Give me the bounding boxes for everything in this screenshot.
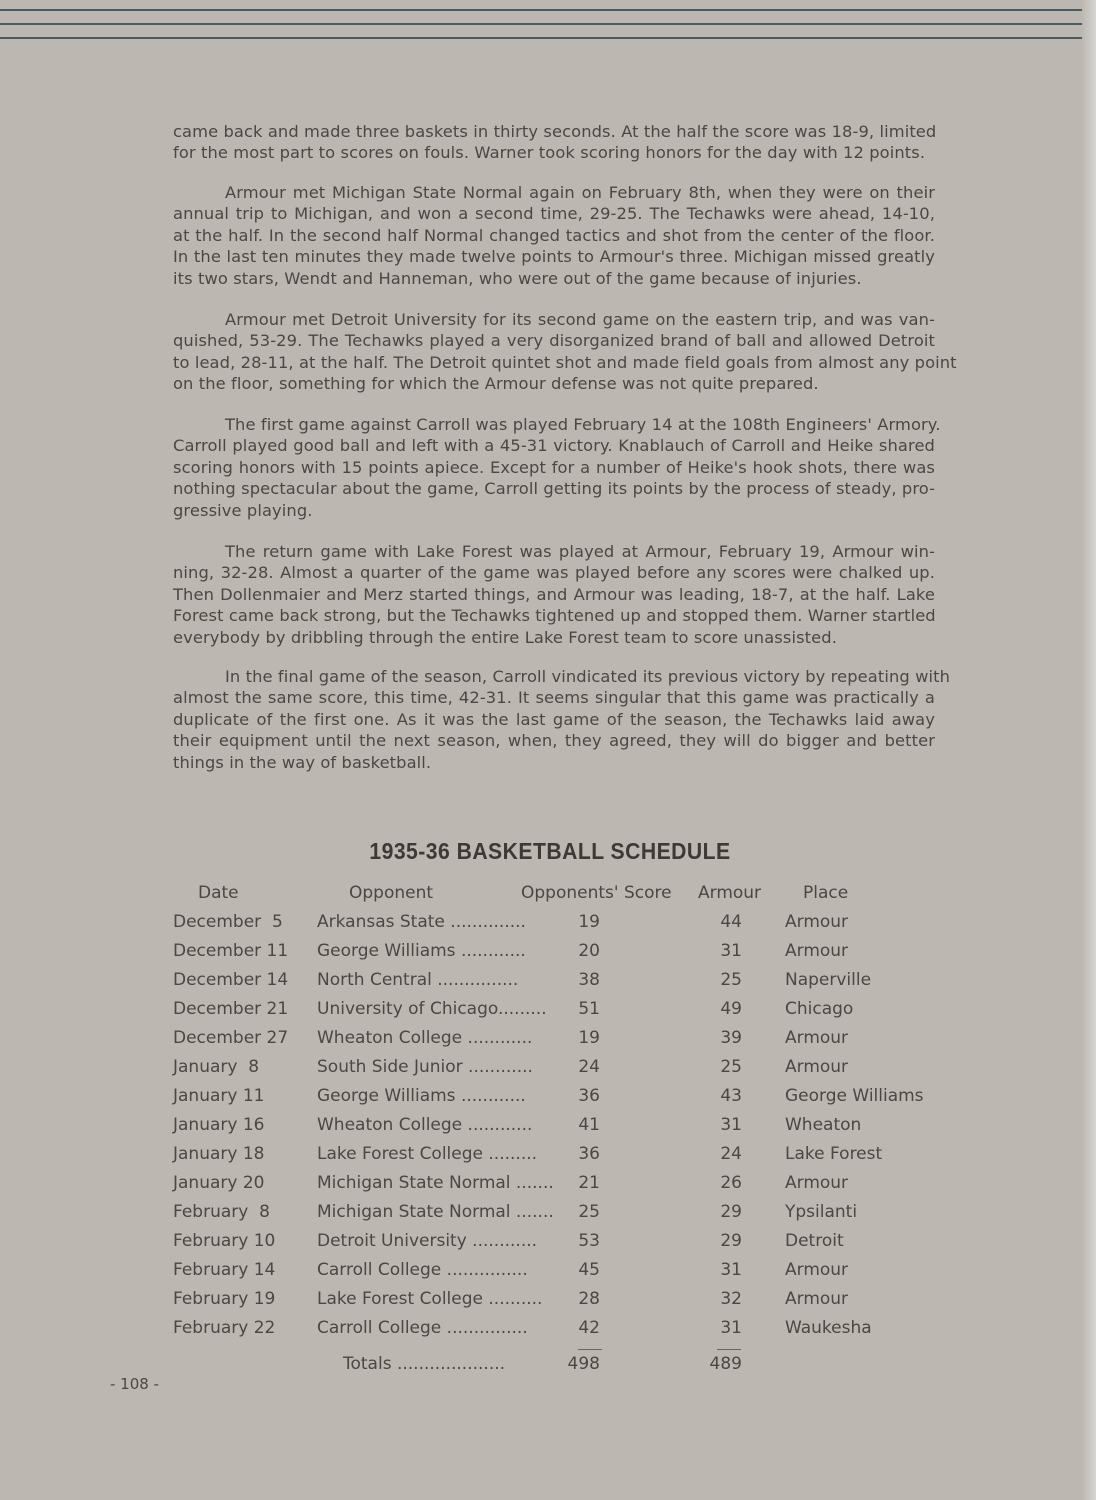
- cell-place: Armour: [785, 1028, 849, 1048]
- table-row: [0, 1202, 1096, 1231]
- paragraph-line: on the floor, something for which the Armour defense was not quite prepared.: [173, 374, 819, 394]
- cell-score: 20: [578, 941, 600, 961]
- totals-score: 498: [567, 1354, 600, 1374]
- table-row: [0, 1057, 1096, 1086]
- paragraph-line: almost the same score, this time, 42-31. It seems singular that this game was practically a: [173, 688, 935, 708]
- cell-date: February 19: [173, 1289, 276, 1309]
- page-number: - 108 -: [110, 1375, 159, 1393]
- cell-place: Naperville: [785, 970, 872, 990]
- cell-place: Detroit: [785, 1231, 844, 1251]
- cell-place: George Williams: [785, 1086, 924, 1106]
- totals-label: Totals ....................: [343, 1354, 506, 1374]
- cell-armour: 25: [720, 1057, 742, 1077]
- paragraph-line: at the half. In the second half Normal changed tactics and shot from the center of the floor.: [173, 225, 935, 245]
- paragraph-line: duplicate of the first one. As it was the last game of the season, the Techawks laid away: [173, 709, 935, 729]
- cell-place: Armour: [785, 1260, 849, 1280]
- table-row: [0, 1231, 1096, 1260]
- cell-score: 41: [578, 1115, 600, 1135]
- cell-date: February 8: [173, 1202, 270, 1222]
- cell-armour: 43: [720, 1086, 742, 1106]
- table-row: [0, 1144, 1096, 1173]
- paragraph-line: scoring honors with 15 points apiece. Except for a number of Heike's hook shots, there was: [173, 457, 935, 477]
- totals-row: [0, 1354, 1096, 1383]
- paragraph-line: annual trip to Michigan, and won a second time, 29-25. The Techawks were ahead, 14-10,: [173, 204, 935, 224]
- cell-date: February 22: [173, 1318, 276, 1338]
- cell-opponent: Carroll College ...............: [317, 1260, 528, 1280]
- paragraph-line: came back and made three baskets in thirty seconds. At the half the score was 18-9, limited: [173, 122, 937, 141]
- cell-opponent: George Williams ............: [317, 1086, 526, 1106]
- table-row: [0, 1289, 1096, 1318]
- cell-armour: 39: [720, 1028, 742, 1048]
- schedule-title: 1935-36 BASKETBALL SCHEDULE: [369, 838, 731, 864]
- cell-score: 45: [578, 1260, 600, 1280]
- cell-date: January 18: [173, 1144, 265, 1164]
- cell-score: 25: [578, 1202, 600, 1222]
- cell-opponent: Michigan State Normal .......: [317, 1173, 554, 1193]
- cell-opponent: Lake Forest College ..........: [317, 1289, 543, 1309]
- cell-score: 19: [578, 912, 600, 932]
- cell-armour: 31: [720, 941, 742, 961]
- cell-score: 38: [578, 970, 600, 990]
- cell-score: 36: [578, 1086, 600, 1106]
- cell-date: January 16: [173, 1115, 265, 1135]
- header-armour: Armour: [698, 883, 762, 903]
- paragraph-line: quished, 53-29. The Techawks played a very disorganized brand of ball and allowed Detroit: [173, 331, 935, 351]
- cell-armour: 29: [720, 1202, 742, 1222]
- cell-score: 19: [578, 1028, 600, 1048]
- cell-score: 51: [578, 999, 600, 1019]
- cell-armour: 32: [720, 1289, 742, 1309]
- cell-opponent: North Central ...............: [317, 970, 519, 990]
- cell-date: February 10: [173, 1231, 276, 1251]
- paragraph: [173, 666, 951, 773]
- cell-armour: 26: [720, 1173, 742, 1193]
- table-row: [0, 1028, 1096, 1057]
- cell-opponent: Lake Forest College .........: [317, 1144, 538, 1164]
- paragraph-line: everybody by dribbling through the entire Lake Forest team to score unassisted.: [173, 627, 837, 647]
- cell-score: 24: [578, 1057, 600, 1077]
- table-row: [0, 999, 1096, 1028]
- totals-armour: 489: [709, 1354, 742, 1374]
- cell-opponent: Carroll College ...............: [317, 1318, 528, 1338]
- paragraph: [173, 414, 941, 521]
- cell-place: Wheaton: [785, 1115, 862, 1135]
- table-row: [0, 1260, 1096, 1289]
- table-row: [0, 1086, 1096, 1115]
- table-row: [0, 970, 1096, 999]
- cell-score: 42: [578, 1318, 600, 1338]
- cell-score: 28: [578, 1289, 600, 1309]
- paragraph-line: Then Dollenmaier and Merz started things, and Armour was leading, 18-7, at the half. Lake: [173, 584, 935, 604]
- paragraph-line: to lead, 28-11, at the half. The Detroit quintet shot and made field goals from almost any point: [173, 352, 957, 372]
- cell-score: 36: [578, 1144, 600, 1164]
- cell-opponent: Michigan State Normal .......: [317, 1202, 554, 1222]
- armour-sum-rule: [717, 1349, 741, 1350]
- paragraph-line: Armour met Michigan State Normal again on February 8th, when they were on their: [225, 183, 935, 202]
- cell-date: January 8: [173, 1057, 260, 1077]
- paragraph-line: Armour met Detroit University for its second game on the eastern trip, and was van-: [225, 310, 935, 329]
- paragraph-line: their equipment until the next season, when, they agreed, they will do bigger and better: [173, 731, 935, 751]
- table-row: [0, 1173, 1096, 1202]
- paragraph: [173, 541, 935, 648]
- cell-date: January 11: [173, 1086, 265, 1106]
- cell-date: December 14: [173, 970, 289, 990]
- paragraph-line: nothing spectacular about the game, Carroll getting its points by the process of steady, pro-: [173, 479, 936, 499]
- cell-date: December 11: [173, 941, 289, 961]
- cell-place: Armour: [785, 1289, 849, 1309]
- paragraph-line: things in the way of basketball.: [173, 752, 432, 772]
- paragraph: [173, 182, 935, 289]
- cell-place: Armour: [785, 1057, 849, 1077]
- table-row: [0, 912, 1096, 941]
- cell-date: December 27: [173, 1028, 289, 1048]
- cell-opponent: Wheaton College ............: [317, 1028, 533, 1048]
- header-score: Opponents' Score: [521, 883, 672, 903]
- cell-place: Armour: [785, 912, 849, 932]
- paragraph-line: its two stars, Wendt and Hanneman, who were out of the game because of injuries.: [173, 268, 862, 288]
- cell-armour: 31: [720, 1318, 742, 1338]
- cell-armour: 25: [720, 970, 742, 990]
- table-row: [0, 941, 1096, 970]
- header-opponent: Opponent: [349, 883, 434, 903]
- cell-opponent: Detroit University ............: [317, 1231, 538, 1251]
- cell-place: Waukesha: [785, 1318, 872, 1338]
- cell-place: Armour: [785, 941, 849, 961]
- cell-date: February 14: [173, 1260, 276, 1280]
- paragraph-line: In the final game of the season, Carroll vindicated its previous victory by repeating with: [225, 667, 951, 686]
- cell-opponent: University of Chicago.........: [317, 999, 547, 1019]
- paragraph-line: Carroll played good ball and left with a 45-31 victory. Knablauch of Carroll and Heike shared: [173, 436, 935, 456]
- cell-date: December 5: [173, 912, 283, 932]
- header-place: Place: [803, 883, 849, 903]
- score-sum-rule: [578, 1349, 602, 1350]
- paragraph-line: In the last ten minutes they made twelve points to Armour's three. Michigan missed greatly: [173, 247, 935, 267]
- cell-opponent: Arkansas State ..............: [317, 912, 526, 932]
- paragraph-line: The first game against Carroll was played February 14 at the 108th Engineers' Armory.: [225, 415, 941, 434]
- cell-place: Chicago: [785, 999, 854, 1019]
- top-rule-2: [0, 23, 1088, 25]
- paragraph-line: ning, 32-28. Almost a quarter of the game was played before any scores were chalked up.: [173, 563, 935, 583]
- table-row: [0, 1318, 1096, 1347]
- cell-armour: 29: [720, 1231, 742, 1251]
- cell-place: Lake Forest: [785, 1144, 883, 1164]
- paragraph: [173, 309, 957, 395]
- paragraph: [173, 121, 935, 164]
- paragraph-line: The return game with Lake Forest was played at Armour, February 19, Armour win-: [225, 542, 935, 561]
- top-rule-3: [0, 37, 1088, 39]
- cell-opponent: Wheaton College ............: [317, 1115, 533, 1135]
- table-row: [0, 1115, 1096, 1144]
- header-date: Date: [198, 883, 239, 903]
- cell-armour: 31: [720, 1260, 742, 1280]
- cell-armour: 44: [720, 912, 742, 932]
- cell-opponent: George Williams ............: [317, 941, 526, 961]
- paragraph-line: gressive playing.: [173, 500, 313, 520]
- cell-date: January 20: [173, 1173, 265, 1193]
- cell-armour: 49: [720, 999, 742, 1019]
- top-rule-1: [0, 9, 1088, 11]
- cell-score: 21: [578, 1173, 600, 1193]
- cell-place: Ypsilanti: [785, 1202, 858, 1222]
- paragraph-line: Forest came back strong, but the Techawks tightened up and stopped them. Warner startled: [173, 606, 936, 626]
- cell-opponent: South Side Junior ............: [317, 1057, 533, 1077]
- cell-armour: 31: [720, 1115, 742, 1135]
- cell-place: Armour: [785, 1173, 849, 1193]
- cell-score: 53: [578, 1231, 600, 1251]
- cell-date: December 21: [173, 999, 289, 1019]
- paragraph-line: for the most part to scores on fouls. Warner took scoring honors for the day with 12 points.: [173, 143, 926, 163]
- cell-armour: 24: [720, 1144, 742, 1164]
